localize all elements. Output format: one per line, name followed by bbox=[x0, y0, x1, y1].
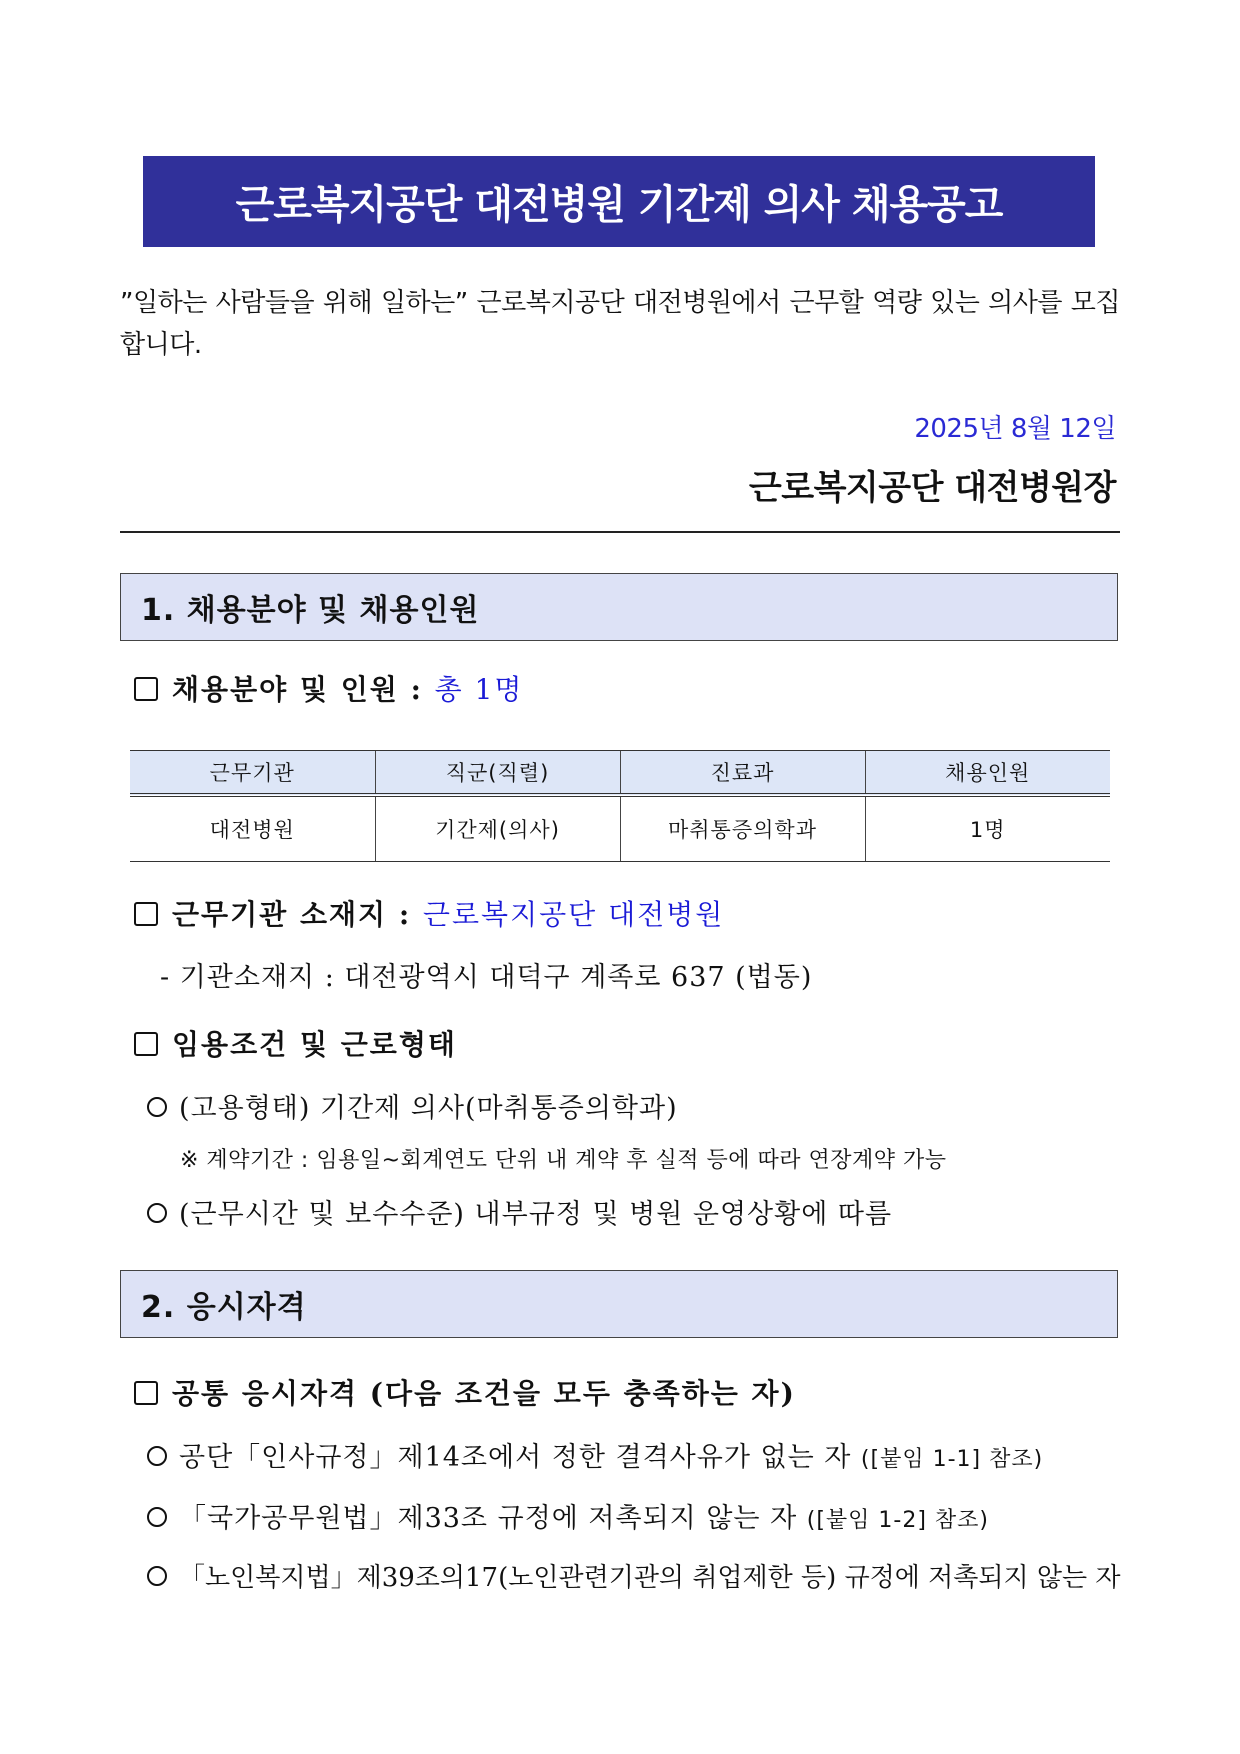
qualification-ref: ([붙임 1-2] 참조) bbox=[806, 1508, 990, 1533]
work-location-value: 근로복지공단 대전병원 bbox=[422, 898, 725, 931]
section-2-header bbox=[120, 1270, 1118, 1338]
issuer-name: 근로복지공단 대전병원장 bbox=[748, 468, 1116, 508]
conditions-heading: 임용조건 및 근로형태 bbox=[172, 1028, 457, 1061]
address-item: - 기관소재지 : 대전광역시 대덕구 계족로 637 (법동) bbox=[160, 962, 813, 993]
work-location-label: 근무기관 소재지 : bbox=[172, 898, 423, 931]
recruit-field-value: 총 1명 bbox=[434, 673, 524, 706]
employment-type-text: (고용형태) 기간제 의사(마취통증의학과) bbox=[179, 1093, 678, 1124]
intro-paragraph: ”일하는 사람들을 위해 일하는” 근로복지공단 대전병원에서 근무할 역량 있는 의사를 모집합니다. bbox=[120, 288, 1120, 360]
qualification-text: 「국가공무원법」제33조 규정에 저촉되지 않는 자 bbox=[179, 1503, 807, 1534]
qualification-item bbox=[147, 1496, 989, 1535]
table-header: 근무기관 bbox=[130, 751, 375, 796]
table-header: 진료과 bbox=[620, 751, 865, 796]
square-bullet-icon bbox=[134, 677, 158, 701]
announcement-date: 2025년 8월 12일 bbox=[914, 414, 1116, 444]
qualification-item bbox=[147, 1557, 1121, 1594]
qualification-item bbox=[147, 1435, 1043, 1474]
circle-bullet-icon bbox=[147, 1097, 167, 1117]
conditions-item bbox=[134, 1023, 457, 1063]
square-bullet-icon bbox=[134, 1381, 158, 1405]
section-1-header bbox=[120, 573, 1118, 641]
contract-note: ※ 계약기간 : 임용일~회계연도 단위 내 계약 후 실적 등에 따라 연장계약 가능 bbox=[180, 1148, 947, 1173]
qualification-ref: ([붙임 1-1] 참조) bbox=[860, 1447, 1044, 1472]
recruit-field-label: 채용분야 및 인원 : bbox=[172, 673, 435, 706]
title-banner bbox=[143, 156, 1095, 247]
table-cell: 1명 bbox=[865, 795, 1110, 862]
divider bbox=[120, 531, 1120, 533]
circle-bullet-icon bbox=[147, 1566, 167, 1586]
qualification-text: 「노인복지법」제39조의17(노인관련기관의 취업제한 등) 규정에 저촉되지 않는 자 bbox=[179, 1563, 1121, 1593]
common-qualification-heading: 공통 응시자격 (다음 조건을 모두 충족하는 자) bbox=[172, 1377, 796, 1410]
work-location-item bbox=[134, 893, 724, 933]
section-1-title: 1. 채용분야 및 채용인원 bbox=[141, 593, 480, 628]
square-bullet-icon bbox=[134, 1032, 158, 1056]
table-header: 직군(직렬) bbox=[375, 751, 620, 796]
table-header-row bbox=[130, 751, 1110, 796]
recruit-field-item bbox=[134, 668, 523, 708]
circle-bullet-icon bbox=[147, 1203, 167, 1223]
common-qualification-item bbox=[134, 1372, 796, 1412]
circle-bullet-icon bbox=[147, 1446, 167, 1466]
table-cell: 대전병원 bbox=[130, 795, 375, 862]
circle-bullet-icon bbox=[147, 1507, 167, 1527]
qualification-text: 공단「인사규정」제14조에서 정한 결격사유가 없는 자 bbox=[179, 1442, 861, 1473]
section-2-title: 2. 응시자격 bbox=[141, 1290, 307, 1325]
table-header: 채용인원 bbox=[865, 751, 1110, 796]
table-row bbox=[130, 795, 1110, 862]
table-cell: 기간제(의사) bbox=[375, 795, 620, 862]
recruitment-table bbox=[130, 750, 1110, 862]
hours-pay-item bbox=[147, 1192, 892, 1231]
table-cell: 마취통증의학과 bbox=[620, 795, 865, 862]
page-title: 근로복지공단 대전병원 기간제 의사 채용공고 bbox=[235, 182, 1003, 228]
hours-pay-text: (근무시간 및 보수수준) 내부규정 및 병원 운영상황에 따름 bbox=[179, 1199, 893, 1230]
employment-type-item bbox=[147, 1086, 678, 1125]
square-bullet-icon bbox=[134, 902, 158, 926]
